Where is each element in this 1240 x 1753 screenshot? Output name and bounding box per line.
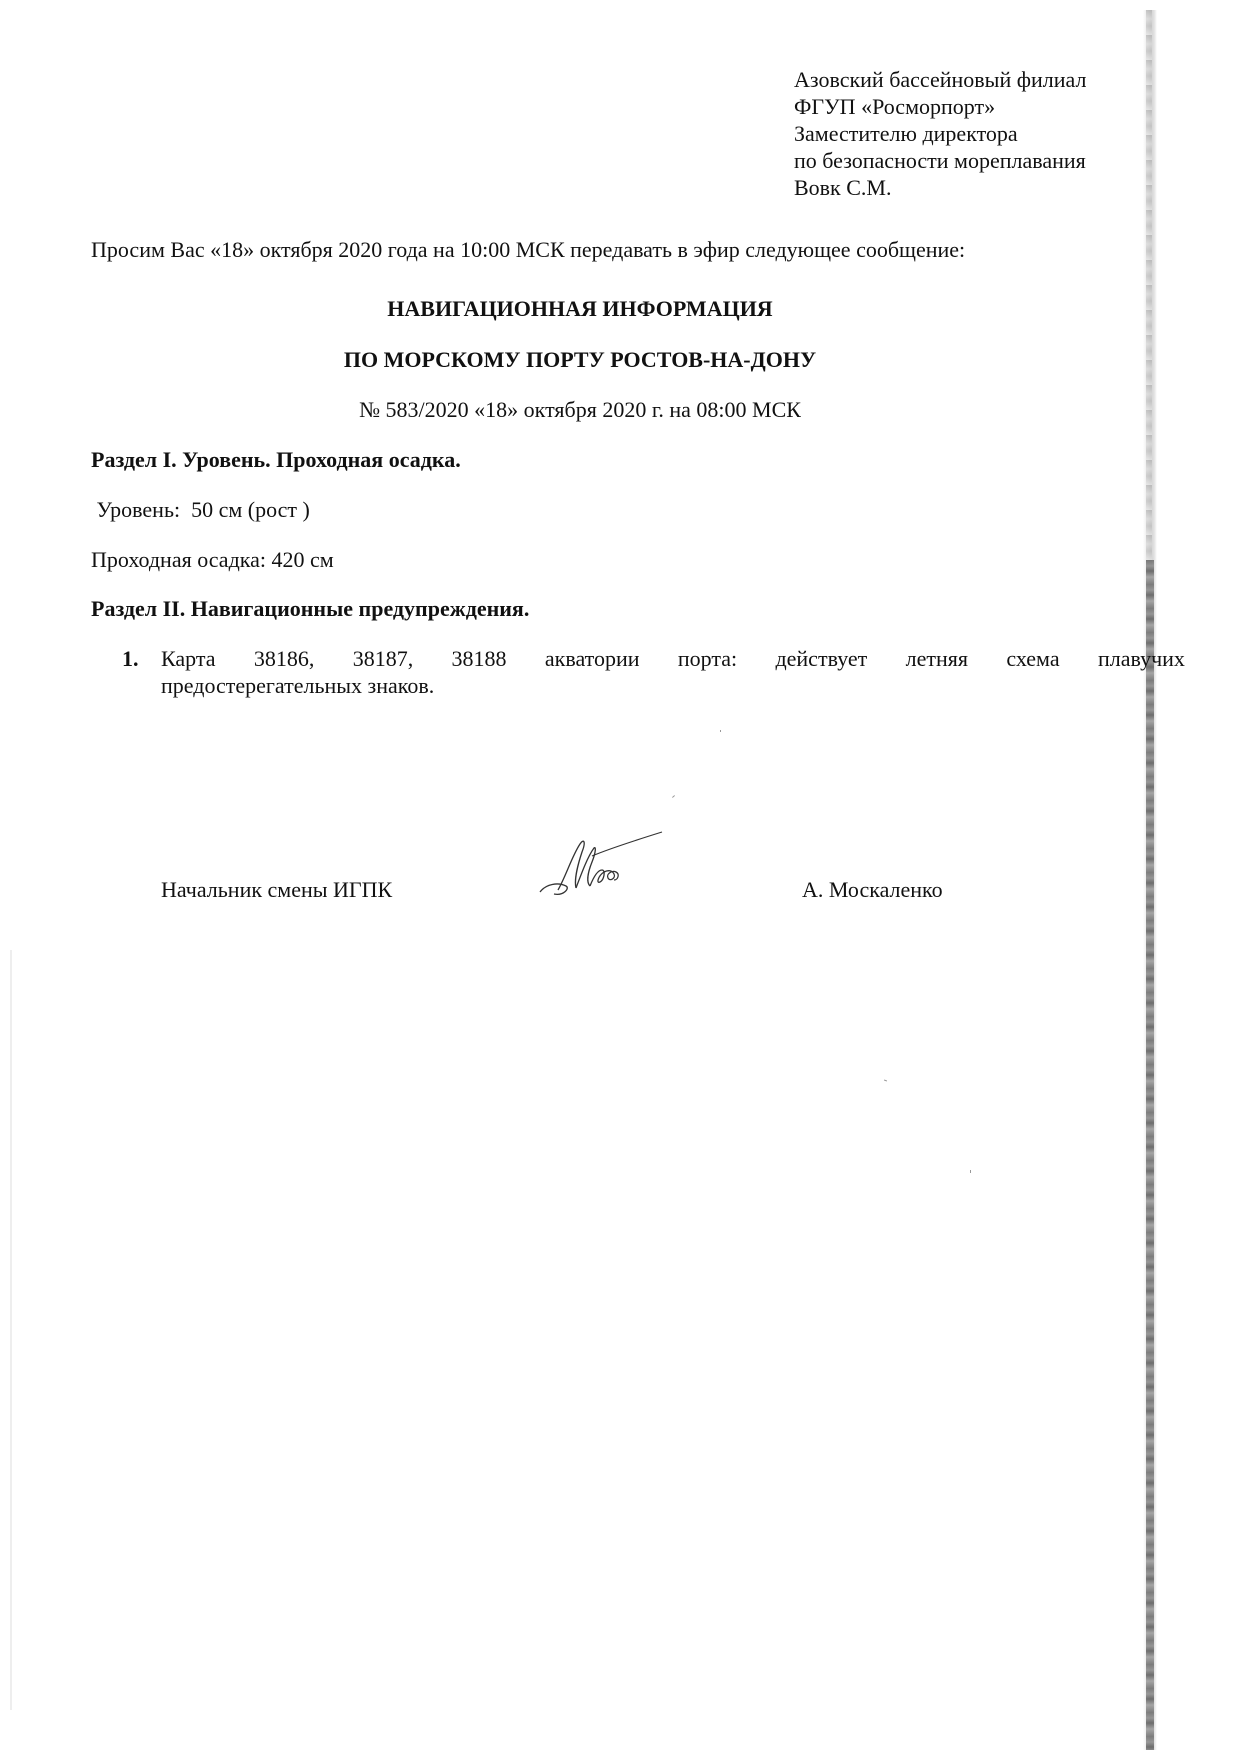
request-text: Просим Вас «18» октября 2020 года на 10:00 МСК передавать в эфир следующее сообщение: <box>91 237 966 262</box>
heading-subtitle: ПО МОРСКОМУ ПОРТУ РОСТОВ-НА-ДОНУ <box>343 347 817 372</box>
warning-word: летняя <box>905 646 969 671</box>
warning-word: схема <box>1006 646 1060 671</box>
heading-title: НАВИГАЦИОННАЯ ИНФОРМАЦИЯ <box>387 296 773 321</box>
warning-word: 38186, <box>253 646 315 671</box>
addressee-block <box>794 66 1086 201</box>
warning-word: Карта <box>161 646 216 671</box>
scan-speck <box>720 730 721 732</box>
signatory-position: Начальник смены ИГПК <box>161 877 393 902</box>
warning-word: акватории <box>544 646 640 671</box>
addressee-line: Вовк С.М. <box>794 175 892 200</box>
warning-word: плавучих <box>1097 646 1185 671</box>
warning-item-text <box>161 645 1185 672</box>
scan-speck <box>970 1170 971 1173</box>
warning-word: 38188 <box>451 646 507 671</box>
bulletin-number: № 583/2020 «18» октября 2020 г. на 08:00 МСК <box>359 397 801 422</box>
scan-edge-left-artifact <box>10 950 12 1710</box>
addressee-line: по безопасности мореплавания <box>794 148 1086 173</box>
scan-edge-top-artifact <box>1146 10 1152 570</box>
draft-value: Проходная осадка: 420 см <box>91 547 334 572</box>
addressee-line: Азовский бассейновый филиал <box>794 67 1087 92</box>
scan-speck <box>884 1080 887 1082</box>
warning-word: 38187, <box>352 646 414 671</box>
addressee-line: Заместителю директора <box>794 121 1018 146</box>
warning-item-continuation: предостерегательных знаков. <box>161 673 435 698</box>
warning-word: действует <box>775 646 868 671</box>
scan-speck <box>672 795 675 798</box>
warning-item-number: 1. <box>122 646 139 671</box>
addressee-line: ФГУП «Росморпорт» <box>794 94 996 119</box>
warning-word: порта: <box>677 646 738 671</box>
signatory-name: А. Москаленко <box>802 877 943 902</box>
scan-edge-dark-artifact <box>1146 560 1154 1750</box>
section2-title: Раздел II. Навигационные предупреждения. <box>91 596 530 621</box>
handwritten-signature <box>536 826 666 906</box>
section1-title: Раздел I. Уровень. Проходная осадка. <box>91 447 461 472</box>
level-value: Уровень: 50 см (рост ) <box>91 497 310 522</box>
